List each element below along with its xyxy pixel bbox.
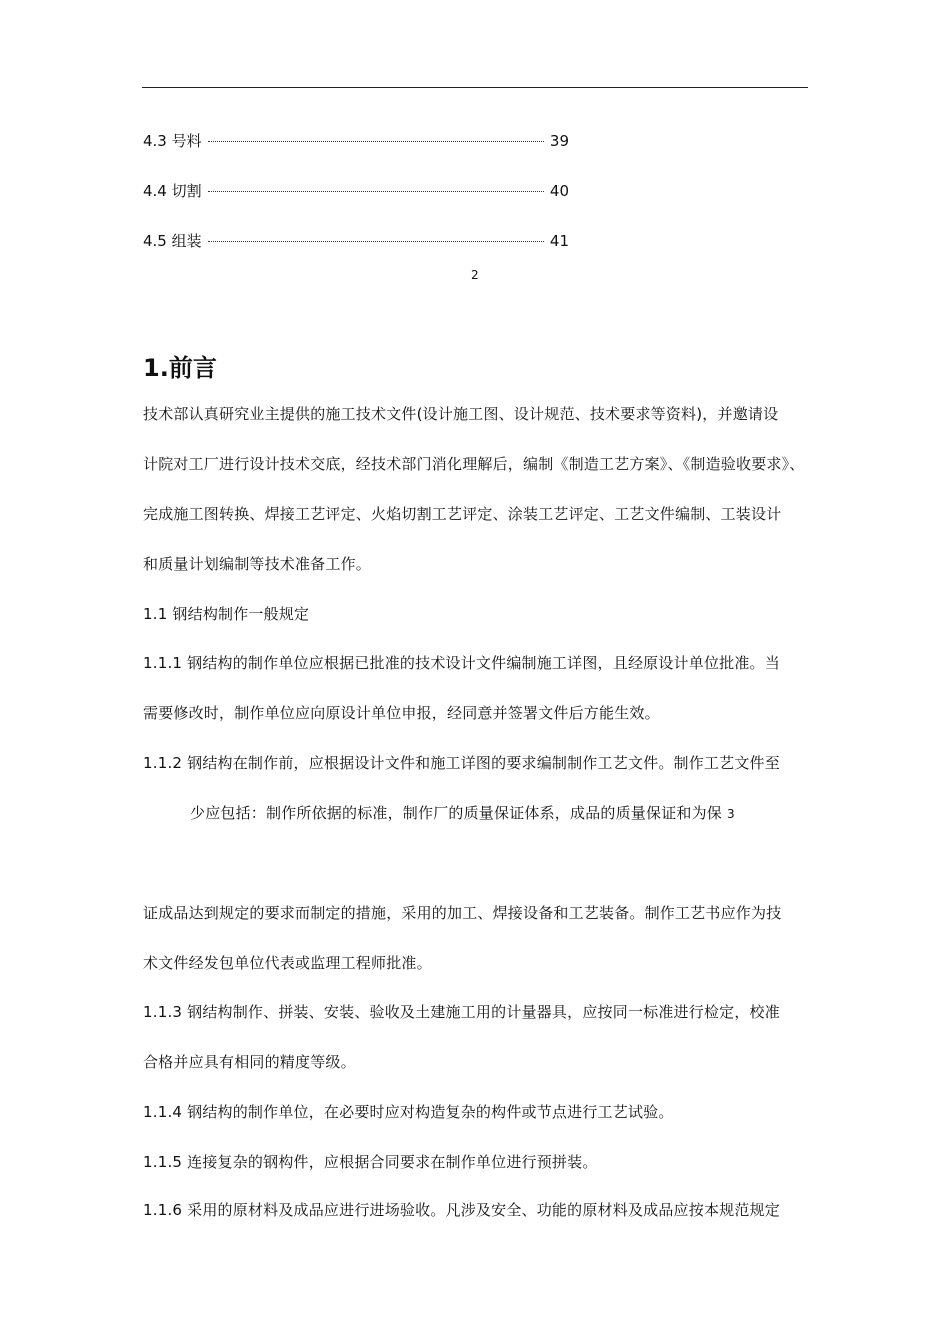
body-line: 计院对工厂进行设计技术交底，经技术部门消化理解后，编制《制造工艺方案》、《制造验收要求》、	[143, 455, 805, 473]
body-line: 完成施工图转换、焊接工艺评定、火焰切割工艺评定、涂装工艺评定、工艺文件编制、工装设计	[143, 505, 782, 523]
body-line: 1.1.6 采用的原材料及成品应进行进场验收。凡涉及安全、功能的原材料及成品应按本规范规定	[143, 1201, 780, 1219]
body-line: 技术部认真研究业主提供的施工技术文件(设计施工图、设计规范、技术要求等资料)，并邀请设	[143, 405, 779, 423]
toc-label: 4.3 号料	[143, 132, 202, 150]
toc-page-number: 41	[549, 232, 569, 250]
body-line: 1.1.2 钢结构在制作前，应根据设计文件和施工详图的要求编制制作工艺文件。制作工艺文件至	[143, 754, 780, 772]
body-line: 需要修改时，制作单位应向原设计单位申报，经同意并签署文件后方能生效。	[143, 704, 660, 722]
page-number: 2	[471, 268, 479, 282]
toc-entry[interactable]	[143, 230, 569, 252]
toc-page-number: 39	[549, 132, 569, 150]
body-line: 合格并应具有相同的精度等级。	[143, 1053, 356, 1071]
body-line: 术文件经发包单位代表或监理工程师批准。	[143, 954, 432, 972]
header-rule	[142, 87, 808, 88]
body-line: 1.1.4 钢结构的制作单位，在必要时应对构造复杂的构件或节点进行工艺试验。	[143, 1103, 674, 1121]
body-line: 1.1.5 连接复杂的钢构件，应根据合同要求在制作单位进行预拼装。	[143, 1153, 598, 1171]
body-line-text: 少应包括：制作所依据的标准，制作厂的质量保证体系，成品的质量保证和为保	[190, 804, 723, 822]
body-line: 证成品达到规定的要求而制定的措施，采用的加工、焊接设备和工艺装备。制作工艺书应作为技	[143, 904, 782, 922]
page-number: 3	[726, 807, 735, 821]
toc-leader	[208, 241, 544, 242]
body-line: 1.1.1 钢结构的制作单位应根据已批准的技术设计文件编制施工详图，且经原设计单位批准。当	[143, 654, 780, 672]
section-heading: 1.前言	[143, 354, 217, 382]
toc-leader	[208, 141, 544, 142]
toc-label: 4.5 组装	[143, 232, 202, 250]
toc-page-number: 40	[549, 182, 569, 200]
toc-entry[interactable]	[143, 180, 569, 202]
toc-label: 4.4 切割	[143, 182, 202, 200]
body-line	[190, 802, 856, 823]
subsection-title: 1.1 钢结构制作一般规定	[143, 605, 310, 623]
toc-leader	[208, 191, 544, 192]
toc-entry[interactable]	[143, 130, 569, 152]
body-line: 和质量计划编制等技术准备工作。	[143, 555, 372, 573]
body-line: 1.1.3 钢结构制作、拼装、安装、验收及土建施工用的计量器具，应按同一标准进行检定，校准	[143, 1003, 780, 1021]
